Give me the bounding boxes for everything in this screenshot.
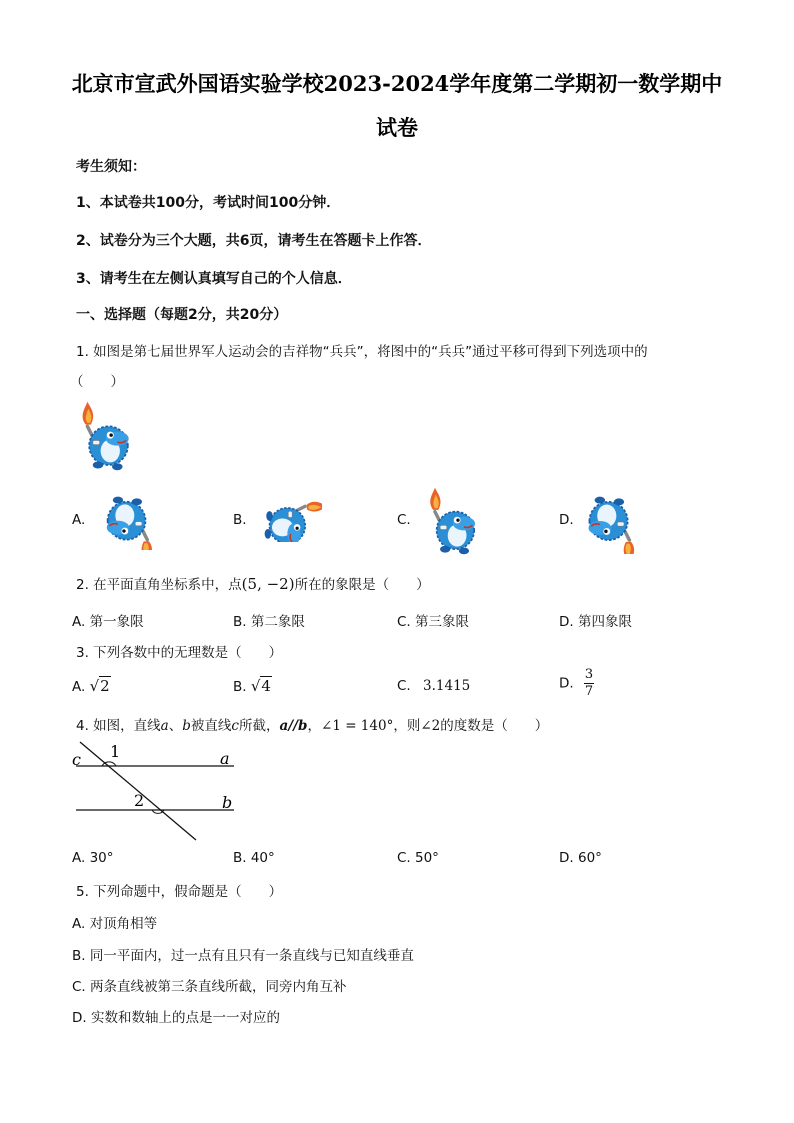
sqrt-symbol: √4: [250, 677, 271, 695]
section-heading: 一、选择题（每题2分，共20分）: [76, 307, 288, 323]
notice-item-3: 3、请考生在左侧认真填写自己的个人信息．: [76, 271, 352, 287]
question-2-option-c[interactable]: C. 第三象限: [397, 614, 470, 630]
question-5-option-d[interactable]: D. 实数和数轴上的点是一一对应的: [72, 1010, 280, 1026]
question-3-option-c[interactable]: C. 3.1415: [397, 678, 471, 694]
question-4-text: 4. 如图，直线a、b被直线c所截，a//b，∠1 = 140°，则∠2的度数是（ ）: [76, 718, 549, 734]
question-2-option-a[interactable]: A. 第一象限: [72, 614, 144, 630]
page-title-line2: 试卷: [376, 115, 418, 140]
label-angle-2: 2: [134, 791, 145, 810]
sqrt-symbol: √2: [89, 677, 110, 695]
notice-item-1: 1、本试卷共100分，考试时间100分钟．: [76, 195, 341, 211]
mascot-bingbing-icon: [70, 400, 140, 472]
question-4-option-a[interactable]: A. 30°: [72, 850, 114, 866]
question-3-option-a[interactable]: A. √2: [72, 677, 110, 695]
mascot-option-d-icon[interactable]: [580, 488, 644, 554]
label-c: c: [72, 750, 81, 769]
question-2-option-d[interactable]: D. 第四象限: [559, 614, 632, 630]
point-coordinate: (5, −2): [241, 575, 295, 593]
question-3-option-d[interactable]: D. $\frac{3}{7}$: [559, 667, 594, 699]
question-5-option-b[interactable]: B. 同一平面内，过一点有且只有一条直线与已知直线垂直: [72, 948, 414, 964]
mascot-option-c-icon[interactable]: [418, 486, 486, 556]
page-title: 北京市宣武外国语实验学校2023-2024学年度第二学期初一数学期中: [71, 71, 723, 96]
question-3-text: 3. 下列各数中的无理数是（ ）: [76, 645, 283, 661]
question-5-option-a[interactable]: A. 对顶角相等: [72, 916, 158, 932]
mascot-option-b-icon[interactable]: [256, 490, 322, 542]
question-4-option-b[interactable]: B. 40°: [233, 850, 275, 866]
mascot-option-a-icon[interactable]: [96, 488, 164, 550]
notice-heading: 考生须知：: [76, 159, 146, 175]
question-2-option-b[interactable]: B. 第二象限: [233, 614, 305, 630]
fraction: $\frac{3}{7}$: [584, 667, 594, 699]
question-5-text: 5. 下列命题中，假命题是（ ）: [76, 884, 283, 900]
question-3-option-b[interactable]: B. √4: [233, 677, 271, 695]
question-1-option-b-label[interactable]: B.: [233, 512, 247, 528]
notice-item-2: 2、试卷分为三个大题，共6页，请考生在答题卡上作答．: [76, 233, 432, 249]
question-1-text: 1. 如图是第七届世界军人运动会的吉祥物“兵兵”，将图中的“兵兵”通过平移可得到下列选项中的: [76, 344, 648, 360]
question-1-paren: （ ）: [70, 374, 124, 390]
label-b: b: [222, 793, 233, 812]
label-a: a: [220, 749, 230, 768]
question-2-text: 2. 在平面直角坐标系中，点(5, −2)所在的象限是（ ）: [76, 575, 430, 593]
label-angle-1: 1: [110, 742, 121, 761]
question-1-option-c-label[interactable]: C.: [397, 512, 411, 528]
question-4-option-d[interactable]: D. 60°: [559, 850, 602, 866]
question-1-option-d-label[interactable]: D.: [559, 512, 574, 528]
parallel-lines-figure: [66, 738, 246, 850]
question-5-option-c[interactable]: C. 两条直线被第三条直线所截，同旁内角互补: [72, 979, 347, 995]
question-4-option-c[interactable]: C. 50°: [397, 850, 439, 866]
question-1-option-a-label[interactable]: A.: [72, 512, 86, 528]
